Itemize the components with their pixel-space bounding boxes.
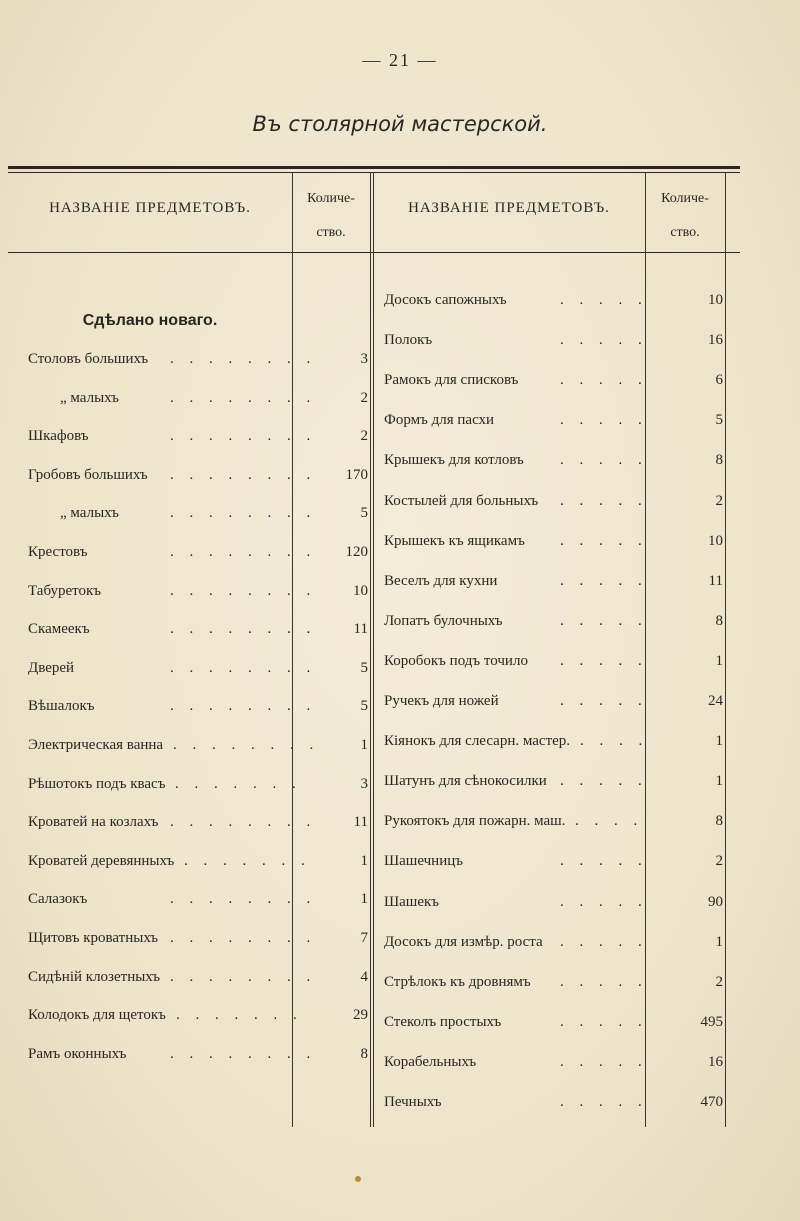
item-name: Ручекъ для ножей [384, 693, 499, 709]
item-name: Кіянокъ для слесарн. мастер. [384, 733, 571, 750]
leader-dots: . . . . . . . [176, 1007, 303, 1024]
item-name: Лопатъ булочныхъ [384, 612, 503, 629]
page-title: Въ столярной мастерской. [252, 112, 548, 136]
item-quantity: 90 [708, 893, 723, 910]
table-top-rule [8, 166, 740, 169]
table-row [0, 848, 800, 874]
item-name: Рамокъ для списковъ [384, 372, 519, 389]
item-name: Печныхъ [384, 1094, 442, 1110]
leader-dots: . . . . . [560, 452, 648, 469]
item-quantity: 495 [700, 1013, 723, 1030]
table-row [0, 1009, 800, 1035]
header-qty-right [645, 182, 725, 250]
item-name: Веселъ для кухни [384, 572, 498, 589]
leader-dots: . . . . . . . . [170, 698, 317, 715]
leader-dots: . . . . . . . . [170, 544, 317, 560]
item-quantity: 120 [345, 544, 368, 560]
item-name: Рѣшотокъ подъ квасъ [28, 775, 166, 792]
leader-dots: . . . . . [560, 292, 648, 308]
item-name: Шкафовъ [28, 428, 89, 445]
item-quantity: 5 [360, 505, 368, 522]
item-quantity: 5 [360, 698, 368, 715]
item-quantity: 2 [715, 973, 723, 990]
item-name: Корабельныхъ [384, 1053, 477, 1070]
leader-dots: . . . . . [560, 612, 648, 629]
leader-dots: . . . . . [560, 693, 648, 709]
table-row [0, 728, 800, 754]
item-name: Шашекъ [384, 893, 440, 910]
item-name: Колодокъ для щетокъ [28, 1007, 166, 1024]
item-name: Скамеекъ [28, 621, 90, 638]
item-name: Столовъ большихъ [28, 351, 149, 367]
table-header-rule [8, 252, 740, 253]
item-quantity: 2 [360, 428, 368, 445]
ink-spot [355, 1176, 361, 1182]
item-name: Дверей [28, 659, 75, 676]
item-name: Досокъ для измѣр. роста [384, 933, 543, 950]
table-row [0, 688, 800, 714]
item-name: Кроватей деревянныхъ [28, 852, 175, 869]
header-name-left: НАЗВАНІЕ ПРЕДМЕТОВЪ. [49, 200, 251, 216]
item-name: Крышекъ къ ящикамъ [384, 532, 525, 549]
item-quantity: 29 [353, 1007, 368, 1024]
item-quantity: 3 [360, 775, 368, 792]
leader-dots: . . . . . [560, 652, 648, 669]
item-quantity: 16 [708, 332, 723, 349]
item-quantity: 11 [353, 621, 368, 638]
item-quantity: 8 [360, 1045, 368, 1062]
header-qty-left [292, 182, 370, 250]
leader-dots: . . . . . . . . [173, 737, 320, 753]
leader-dots: . . . . . . . . [170, 466, 317, 483]
item-quantity: 10 [708, 292, 723, 308]
leader-dots: . . . . . [560, 973, 648, 990]
table-row [0, 488, 800, 514]
item-quantity: 2 [715, 853, 723, 870]
leader-dots: . . . . . [560, 572, 648, 589]
item-name: Коробокъ подъ точило [384, 652, 528, 669]
leader-dots: . . . . . [560, 372, 648, 389]
leader-dots: . . . . . . . [175, 775, 302, 792]
item-name: Костылей для больныхъ [384, 492, 539, 509]
item-name: Досокъ сапожныхъ [384, 292, 507, 308]
item-quantity: 16 [708, 1053, 723, 1070]
item-name: Гробовъ большихъ [28, 466, 148, 483]
item-name: Кроватей на козлахъ [28, 814, 159, 831]
item-name: Крышекъ для котловъ [384, 452, 524, 469]
item-quantity: 5 [715, 412, 723, 429]
item-quantity: 11 [353, 814, 368, 831]
item-name: Рамъ оконныхъ [28, 1045, 127, 1062]
item-quantity: 2 [715, 492, 723, 509]
leader-dots: . . . . [575, 813, 644, 830]
leader-dots: . . . . . [560, 893, 648, 910]
leader-dots: . . . . . . . . [170, 428, 317, 445]
item-name: Табуретокъ [28, 582, 102, 599]
leader-dots: . . . . . [560, 773, 648, 790]
item-quantity: 1 [715, 773, 723, 790]
item-name: Шатунъ для сѣнокосилки [384, 773, 547, 790]
leader-dots: . . . . . . . . [170, 389, 317, 406]
leader-dots: . . . . . [560, 853, 648, 870]
item-quantity: 1 [715, 652, 723, 669]
table-row [0, 367, 800, 393]
table-row [0, 407, 800, 433]
table-row [0, 969, 800, 995]
item-quantity: 1 [360, 737, 368, 753]
item-quantity: 8 [715, 813, 723, 830]
item-quantity: 3 [360, 351, 368, 367]
leader-dots: . . . . . . . . [170, 891, 317, 908]
item-quantity: 470 [700, 1094, 723, 1110]
leader-dots: . . . . . [560, 332, 648, 349]
item-name: „ малыхъ [60, 389, 119, 406]
leader-dots: . . . . . . . . [170, 1045, 317, 1062]
item-quantity: 10 [353, 582, 368, 599]
item-quantity: 11 [708, 572, 723, 589]
item-name: Стеколъ простыхъ [384, 1013, 502, 1030]
item-name: Сидѣній клозетныхъ [28, 968, 160, 985]
item-name: Вѣшалокъ [28, 698, 95, 715]
leader-dots: . . . . . . . . [170, 659, 317, 676]
item-quantity: 170 [345, 466, 368, 483]
item-quantity: 7 [360, 930, 368, 946]
leader-dots: . . . . . . . . [170, 930, 317, 946]
section-title: Сдѣлано новаго. [82, 312, 218, 329]
item-quantity: 8 [715, 612, 723, 629]
item-quantity: 8 [715, 452, 723, 469]
item-quantity: 10 [708, 532, 723, 549]
item-quantity: 2 [360, 389, 368, 406]
leader-dots: . . . . [580, 733, 649, 750]
item-name: Салазокъ [28, 891, 88, 908]
table-row [0, 889, 800, 915]
item-name: Полокъ [384, 332, 433, 349]
item-name: Рукоятокъ для пожарн. маш. [384, 813, 566, 830]
header-qty-left-text: Количе- ство. [307, 191, 355, 240]
item-name: Крестовъ [28, 544, 88, 560]
leader-dots: . . . . . [560, 412, 648, 429]
header-name-right: НАЗВАНІЕ ПРЕДМЕТОВЪ. [408, 200, 610, 216]
item-name: Формъ для пасхи [384, 412, 495, 429]
item-quantity: 1 [715, 733, 723, 750]
table-row [0, 568, 800, 594]
header-qty-right-text: Количе- ство. [661, 191, 709, 240]
leader-dots: . . . . . . . [184, 852, 311, 869]
table-row [0, 929, 800, 955]
item-quantity: 5 [360, 659, 368, 676]
leader-dots: . . . . . [560, 1094, 648, 1110]
leader-dots: . . . . . [560, 1053, 648, 1070]
leader-dots: . . . . . . . . [170, 582, 317, 599]
item-name: Электрическая ванна [28, 737, 164, 753]
table-row [0, 327, 800, 353]
leader-dots: . . . . . [560, 933, 648, 950]
leader-dots: . . . . . [560, 492, 648, 509]
item-name: „ малыхъ [60, 505, 119, 522]
table-row [0, 1049, 800, 1075]
leader-dots: . . . . . . . . [170, 968, 317, 985]
item-quantity: 24 [708, 693, 723, 709]
table-row [0, 447, 800, 473]
leader-dots: . . . . . [560, 532, 648, 549]
table-row [0, 808, 800, 834]
page-number: — 21 — [362, 50, 438, 70]
item-name: Щитовъ кроватныхъ [28, 930, 159, 946]
leader-dots: . . . . . . . . [170, 814, 317, 831]
item-name: Шашечницъ [384, 853, 464, 870]
table-row [0, 1089, 800, 1115]
table-top-rule-thin [8, 172, 740, 173]
leader-dots: . . . . . . . . [170, 505, 317, 522]
leader-dots: . . . . . [560, 1013, 648, 1030]
leader-dots: . . . . . . . . [170, 621, 317, 638]
table-row [0, 528, 800, 554]
table-row [0, 648, 800, 674]
item-name: Стрѣлокъ къ дровнямъ [384, 973, 531, 990]
table-row [0, 768, 800, 794]
item-quantity: 1 [715, 933, 723, 950]
table-row [0, 608, 800, 634]
table-row [0, 287, 800, 313]
leader-dots: . . . . . . . . [170, 351, 317, 367]
item-quantity: 4 [360, 968, 368, 985]
item-quantity: 1 [360, 891, 368, 908]
item-quantity: 6 [715, 372, 723, 389]
item-quantity: 1 [360, 852, 368, 869]
